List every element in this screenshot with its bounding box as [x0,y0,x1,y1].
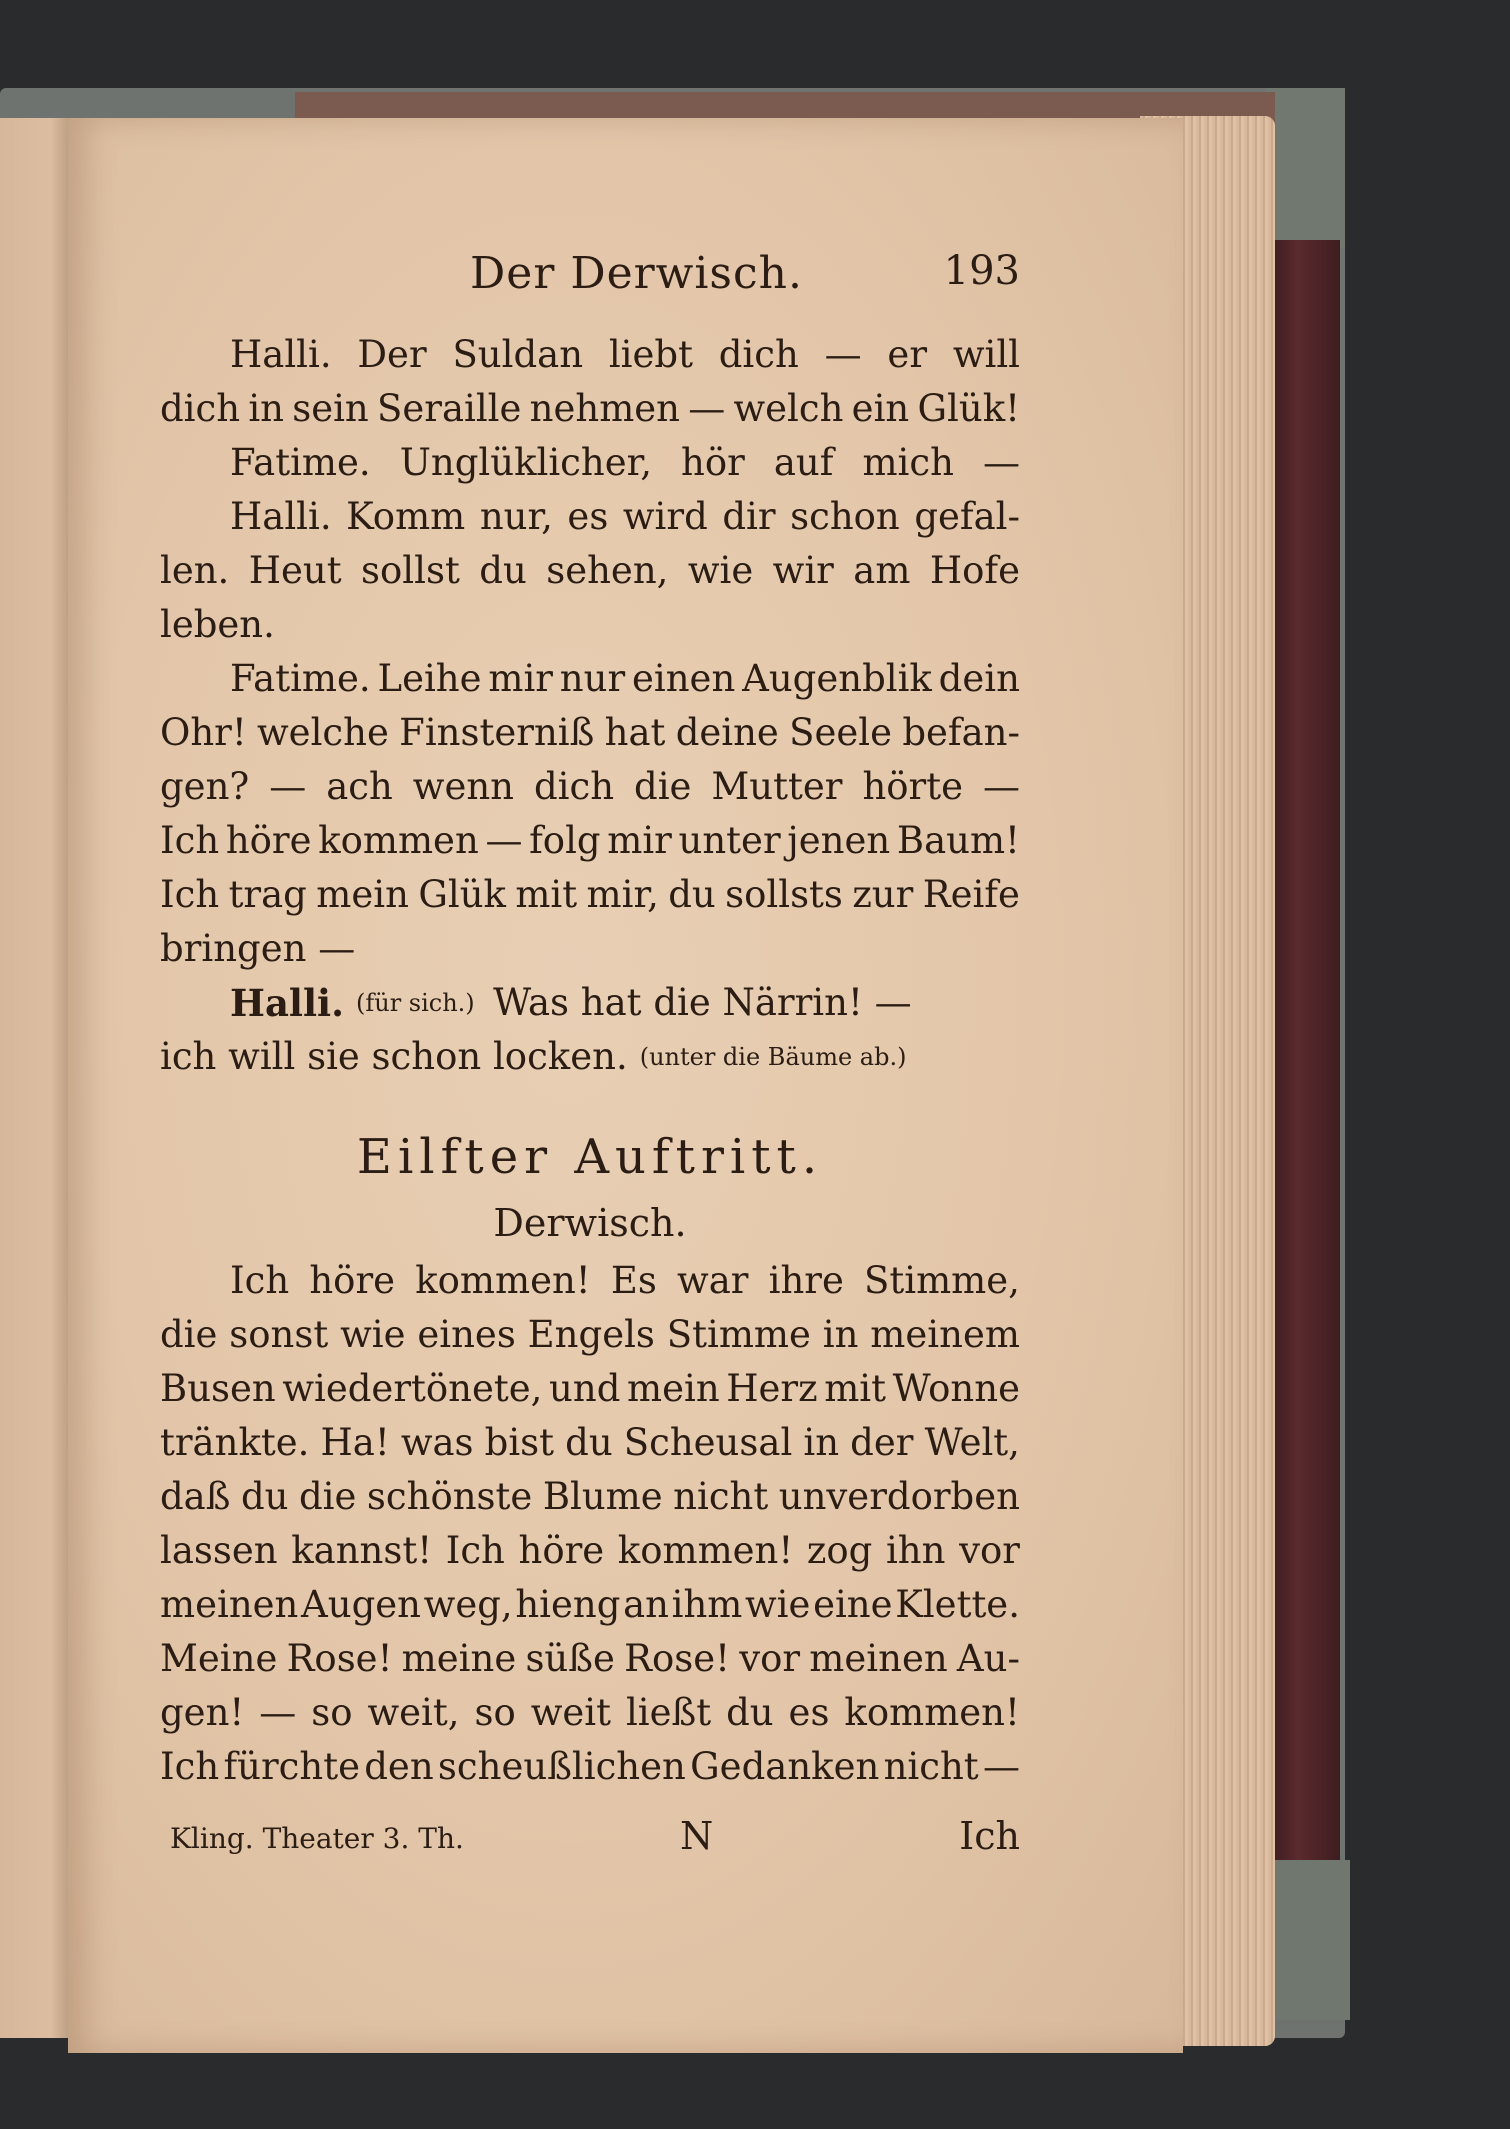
word: am [853,549,911,592]
word: kommen! [844,1691,1020,1734]
word: der [850,1421,914,1464]
word: Fatime. [230,657,371,700]
word: Ich [160,819,220,862]
word: — [982,765,1020,808]
word: Halli. [230,333,332,376]
sheet-mark: N [680,1814,714,1858]
word: die [634,765,692,808]
word: — [269,765,307,808]
word: eine [813,1583,893,1626]
word: Augen [301,1583,421,1626]
word: höre [518,1529,605,1572]
word: ach [326,765,393,808]
word: sollst [361,549,460,592]
word: wie [340,1313,406,1356]
signature-mark: Kling. Theater 3. Th. [170,1822,464,1855]
word: wir [772,549,834,592]
word: meine [401,1637,517,1680]
word: dich [533,765,615,808]
word: Reife [922,873,1020,916]
word: Rose! [286,1637,393,1680]
word: will [952,333,1020,376]
word: Es [610,1259,657,1302]
text-line [160,706,1020,760]
word: lassen [160,1529,278,1572]
word: Ich [230,1259,290,1302]
dialogue-block-1 [160,328,1020,1084]
word: kommen! [617,1529,794,1572]
word: Rose! [624,1637,730,1680]
text-line [160,760,1020,814]
word: Suldan [452,333,584,376]
word: sehen, [546,549,669,592]
word: auf [773,441,834,484]
word: befan- [902,711,1020,754]
word: scheußlichen [437,1745,686,1788]
catchword: Ich [959,1814,1020,1858]
word: — [485,819,523,862]
text-line: bringen — [160,927,356,970]
text-line-exit [160,1030,1020,1084]
word: gen? [160,765,250,808]
word: Engels [527,1313,655,1356]
text-line [160,436,1020,490]
word: hör [681,441,745,484]
word: Ich [445,1529,505,1572]
scene-character: Derwisch. [493,1201,687,1245]
word: nur, [479,495,553,538]
word: es [788,1691,830,1734]
text-line [160,1524,1020,1578]
text-line [160,652,1020,706]
word: Gedanken [690,1745,880,1788]
word: Komm [346,495,466,538]
spine-cap-top [1265,88,1345,248]
word: mit [515,873,578,916]
word: gefal- [914,495,1020,538]
word: Herz [726,1367,818,1410]
word: wird [622,495,708,538]
word: mein [316,873,409,916]
word: dich [718,333,799,376]
word: Au- [956,1637,1020,1680]
word: dir [722,495,776,538]
word: nur [559,657,626,700]
speech-text: ich will sie schon locken. [160,1035,628,1078]
word: zog [806,1529,873,1572]
word: Wonne [892,1367,1020,1410]
word: Der [357,333,427,376]
word: höre [309,1259,396,1302]
word: hieng [515,1583,621,1626]
word: welch [733,387,844,430]
word: war [677,1259,749,1302]
word: und [549,1367,621,1410]
word: Meine [160,1637,278,1680]
word: Heut [248,549,342,592]
page-footer [160,1808,1020,1874]
book-page [68,118,1183,2053]
word: meinem [870,1313,1020,1356]
word: weit [530,1691,611,1734]
word: kommen [318,819,479,862]
word: hörte [862,765,963,808]
text-line: leben. [160,603,275,646]
word: Mutter [711,765,843,808]
word: wie [687,549,754,592]
word: Blume [542,1475,663,1518]
word: die [160,1313,218,1356]
running-head-title: Der Derwisch. [470,248,803,299]
word: Glük [418,873,506,916]
word: Leihe [377,657,482,700]
word: ein [851,387,910,430]
word: Ohr! [160,711,247,754]
word: mit [824,1367,887,1410]
word: in [248,387,284,430]
word: welche [257,711,389,754]
word: wie [745,1583,811,1626]
word: den [364,1745,434,1788]
word: du [240,1475,289,1518]
word: unverdorben [778,1475,1020,1518]
word: höre [225,819,312,862]
word: — [259,1691,297,1734]
word: was [400,1421,474,1464]
word: mir, [586,873,659,916]
word: in [822,1313,859,1356]
word: — [824,333,862,376]
word: — [688,387,726,430]
text-line [160,544,1020,598]
word: zur [852,873,914,916]
left-page-sliver [0,118,74,2038]
word: Finsterniß [399,711,595,754]
word: — [982,441,1020,484]
word: hat [604,711,666,754]
word: Baum! [896,819,1020,862]
word: folg [529,819,601,862]
word: len. [160,549,230,592]
word: Ich [160,1745,220,1788]
word: meinen [160,1583,299,1626]
word: Glük! [917,387,1020,430]
word: nicht [883,1745,979,1788]
word: vor [739,1637,801,1680]
word: fürchte [223,1745,360,1788]
word: weit, [367,1691,460,1734]
word: Seraille [377,387,522,430]
word: einen [631,657,736,700]
word: ihm [671,1583,743,1626]
text-line [160,1632,1020,1686]
text-line [160,1470,1020,1524]
spine-cap-bottom [1265,1860,1350,2020]
word: Stimme, [864,1259,1020,1302]
word: vor [959,1529,1020,1572]
word: so [311,1691,353,1734]
word: Busen [160,1367,276,1410]
word: mir [488,657,553,700]
word: die [298,1475,357,1518]
word: er [887,333,928,376]
word: daß [160,1475,231,1518]
word: mich [862,441,954,484]
word: ließt [625,1691,712,1734]
word: Fatime. [230,441,371,484]
text-line [160,1578,1020,1632]
text-line [160,328,1020,382]
word: schönste [366,1475,533,1518]
word: schon [790,495,900,538]
word: dich [160,387,241,430]
word: du [479,549,527,592]
page-text [160,248,1020,1874]
word: deine [675,711,779,754]
word: so [474,1691,516,1734]
word: an [623,1583,669,1626]
word: mein [627,1367,720,1410]
word: Augenblik [742,657,932,700]
word: jenen [787,819,891,862]
word: mir [607,819,672,862]
word: Stimme [666,1313,811,1356]
word: in [803,1421,840,1464]
word: Hofe [929,549,1020,592]
page-number: 193 [943,248,1020,294]
text-line [160,1362,1020,1416]
word: meinen [809,1637,948,1680]
word: kommen! [415,1259,591,1302]
word: nehmen [529,387,681,430]
word: gen! [160,1691,245,1734]
word: du [565,1421,613,1464]
speaker-name: Halli. [230,981,344,1025]
word: du [668,873,716,916]
word: Ha! [320,1421,390,1464]
word: es [567,495,609,538]
text-line [160,490,1020,544]
text-line [160,382,1020,436]
word: kannst! [291,1529,433,1572]
word: nicht [673,1475,769,1518]
text-line [160,1740,1020,1794]
scene-heading: Eilfter Auftritt. [356,1129,824,1185]
monologue-block [160,1254,1020,1794]
book-spine [1270,240,1340,1860]
word: liebt [608,333,693,376]
text-line [160,814,1020,868]
word: Unglüklicher, [399,441,652,484]
word: sonst [229,1313,329,1356]
word: sollsts [725,873,843,916]
text-line [160,1308,1020,1362]
word: Klette. [895,1583,1020,1626]
text-line [160,1416,1020,1470]
word: wiedertönete, [282,1367,543,1410]
word: weg, [423,1583,513,1626]
word: Seele [789,711,893,754]
text-line-halli [160,976,1020,1030]
stage-direction: (für sich.) [355,989,475,1017]
word: Ich [160,873,220,916]
word: eines [417,1313,516,1356]
speech-text: Was hat die Närrin! — [493,981,912,1024]
word: ihre [768,1259,844,1302]
stage-direction: (unter die Bäume ab.) [639,1043,907,1071]
word: tränkte. [160,1421,310,1464]
word: dein [938,657,1020,700]
word: Halli. [230,495,332,538]
word: sein [292,387,369,430]
text-line [160,1686,1020,1740]
word: — [982,1745,1020,1788]
word: Welt, [924,1421,1020,1464]
text-line [160,1254,1020,1308]
word: süße [525,1637,615,1680]
word: Scheusal [623,1421,793,1464]
word: wenn [412,765,515,808]
word: ihn [885,1529,946,1572]
word: du [726,1691,774,1734]
word: bist [484,1421,555,1464]
text-line [160,868,1020,922]
running-head [160,248,1020,328]
word: trag [228,873,307,916]
word: unter [678,819,781,862]
